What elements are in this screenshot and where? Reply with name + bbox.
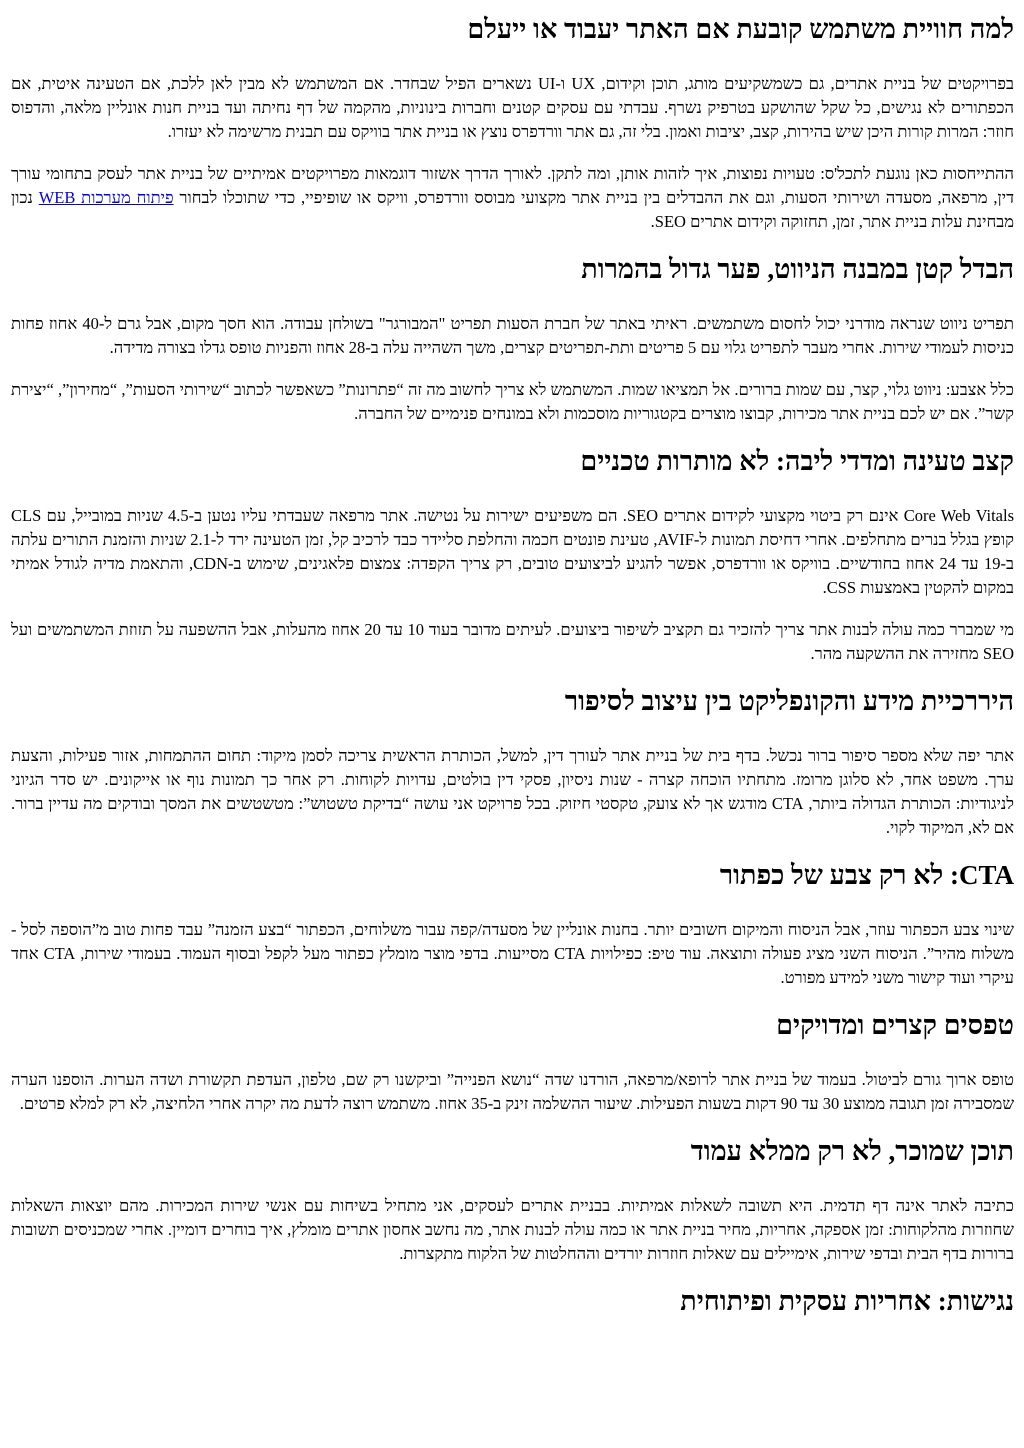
web-systems-link[interactable]: פיתוח מערכות WEB [38, 188, 174, 207]
section-heading: היררכיית מידע והקונפליקט בין עיצוב לסיפור [564, 686, 1014, 716]
paragraph: טופס ארוך גורם לביטול. בעמוד של בניית אתר לרופא/מרפאה, הורדנו שדה “נושא הפנייה” וביקשנו רק שם, טלפון, העדפת תקשורת ושדה הערות. הוספנו הערה שמסבירה זמן תגובה ממוצע 30 עד 90 דקות בשעות הפעילות. שיעור ההשלמה זינק ב-35 אחוז. משתמש רוצה לדעת מה יקרה אחרי הלחיצה, לא רק למלא פרטים. [11, 1070, 1014, 1113]
section-heading: הבדל קטן במבנה הניווט, פער גדול בהמרות [581, 254, 1014, 284]
paragraph: שינוי צבע הכפתור עוזר, אבל הניסוח והמיקום חשובים יותר. בחנות אונליין של מסעדה/קפה עבור משלוחים, הכפתור “בצע הזמנה” עבד פחות טוב מ”הוספה לסל - משלוח מהיר”. הניסוח השני מציג פעולה ותוצאה. עוד טיפ: כפילויות CTA מסייעות. בדפי מוצר מומלץ כפתור מעל לקפל ובסוף העמוד. בעמודי שירות, CTA אחד עיקרי ועוד קישור משני למידע מפורט. [11, 920, 1015, 987]
paragraph: תפריט ניווט שנראה מודרני יכול לחסום משתמשים. ראיתי באתר של חברת הסעות תפריט "המבורגר" בשולחן עבודה. הוא חסך מקום, אבל גרם ל-40 אחוז פחות כניסות לעמודי שירות. אחרי מעבר לתפריט גלוי עם 5 פריטים ותת-תפריטים קצרים, משך השהייה עלה ב-28 אחוז והפניות טופס גדלו בצורה מדידה. [11, 314, 1014, 357]
section-heading: קצב טעינה ומדדי ליבה: לא מותרות טכניים [580, 446, 1014, 476]
paragraph: אתר יפה שלא מספר סיפור ברור נכשל. בדף בית של בניית אתר לעורך דין, למשל, הכותרת הראשית צריכה לסמן מיקוד: תחום ההתמחות, אזור פעילות, והצעת ערך. משפט אחד, לא סלוגן מרומז. מתחתיו הוכחה קצרה - שנות ניסיון, פסקי דין בולטים, עדויות לקוחות. רק אחר כך תמונות נוף או אייקונים. יש סדר הגיוני לניגודיות: הכותרת הגדולה ביותר, CTA מודגש אך לא צועק, טקסטי חיזוק. בכל פרויקט אני עושה “בדיקת טשטוש”: מטשטשים את המסך ובודקים מה עדיין ברור. אם לא, המיקוד לקוי. [11, 746, 1014, 837]
paragraph: בפרויקטים של בניית אתרים, גם כשמשקיעים מותג, תוכן וקידום, UX ו-UI נשארים הפיל שבחדר. אם המשתמש לא מבין לאן ללכת, אם הטעינה איטית, אם הכפתורים לא נגישים, כל שקל שהושקע בטרפיק נשרף. עבדתי עם עסקים קטנים וחברות בינוניות, מהקמה של דף נחיתה ועד בניית חנות אונליין מלאה, והדפוס חוזר: המרות קורות היכן שיש בהירות, קצב, יציבות ואמון. בלי זה, גם אתר וורדפרס נוצץ או בניית אתר בוויקס עם תבנית מרשימה לא יעזרו. [11, 74, 1014, 141]
paragraph: Core Web Vitals אינם רק ביטוי מקצועי לקידום אתרים SEO. הם משפיעים ישירות על נטישה. אתר מרפאה שעבדתי עליו נטען ב-4.5 שניות במובייל, עם CLS קופץ בגלל בנרים מתחלפים. אחרי דחיסת תמונות ל-AVIF, טעינת פונטים חכמה והחלפת סליידר כבד לרכיב קל, זמן הטעינה ירד ל-2.1 שניות והזמנת התורים עלתה ב-19 עד 24 אחוז בחודשיים. בוויקס או וורדפרס, אפשר להגיע לביצועים טובים, רק צריך הקפדה: צמצום פלאגינים, שימוש ב-CDN, והתאמת מדיה לגודל אמיתי במקום להקטין באמצעות CSS. [11, 506, 1014, 597]
paragraph-text: נכון מבחינת עלות בניית אתר, זמן, תחזוקה וקידום אתרים SEO. [11, 188, 1014, 231]
paragraph: מי שמברר כמה עולה לבנות אתר צריך להזכיר גם תקציב לשיפור ביצועים. לעיתים מדובר בעוד 10 עד 20 אחוז מהעלות, אבל ההשפעה על תזוזת המשתמשים ועל SEO מחזירה את ההשקעה מהר. [11, 620, 1014, 663]
section-heading: למה חוויית משתמש קובעת אם האתר יעבוד או ייעלם [467, 14, 1014, 44]
section-heading: תוכן שמוכר, לא רק ממלא עמוד [690, 1136, 1014, 1166]
paragraph: כלל אצבע: ניווט גלוי, קצר, עם שמות ברורים. אל תמציאו שמות. המשתמש לא צריך לחשוב מה זה “פתרונות” כשאפשר לכתוב “שירותי הסעות”, “מחירון”, “יצירת קשר”. אם יש לכם בניית אתר מכירות, קבוצו מוצרים בקטגוריות מוסכמות ולא במונחים פנימיים של החברה. [11, 380, 1014, 423]
section-heading: נגישות: אחריות עסקית ופיתוחית [680, 1286, 1014, 1316]
paragraph [11, 162, 1014, 234]
section-heading: טפסים קצרים ומדויקים [776, 1010, 1014, 1040]
paragraph-text: ההתייחסות כאן נוגעת לתכל'ס: טעויות נפוצות, איך לזהות אותן, ומה לתקן. לאורך הדרך אשזור דוגמאות מפרויקטים אמיתיים של בניית אתר לעסק בתחומי עורך דין, מרפאה, מסעדה ושירותי הסעות, וגם את ההבדלים בין בניית אתר מקצועי מבוסס וורדפרס, וויקס או שופיפיי, כדי שתוכלו לבחור [11, 164, 1015, 207]
section-heading: CTA: לא רק צבע של כפתור [719, 860, 1014, 890]
paragraph: כתיבה לאתר אינה דף תדמית. היא תשובה לשאלות אמיתיות. בבניית אתרים לעסקים, אני מתחיל בשיחות עם אנשי שירות המכירות. מהם יוצאות השאלות שחוזרות מהלקוחות: זמן אספקה, אחריות, מחיר בניית אתר או כמה עולה לבנות אתר, מה נחשב אחסון אתרים מומלץ, איך בוחרים דומיין. אחרי שמכניסים תשובות ברורות בדף הבית ובדפי שירות, אימיילים עם שאלות חוזרות יורדים וההחלטות של הלקוח מתקצרות. [11, 1196, 1014, 1263]
